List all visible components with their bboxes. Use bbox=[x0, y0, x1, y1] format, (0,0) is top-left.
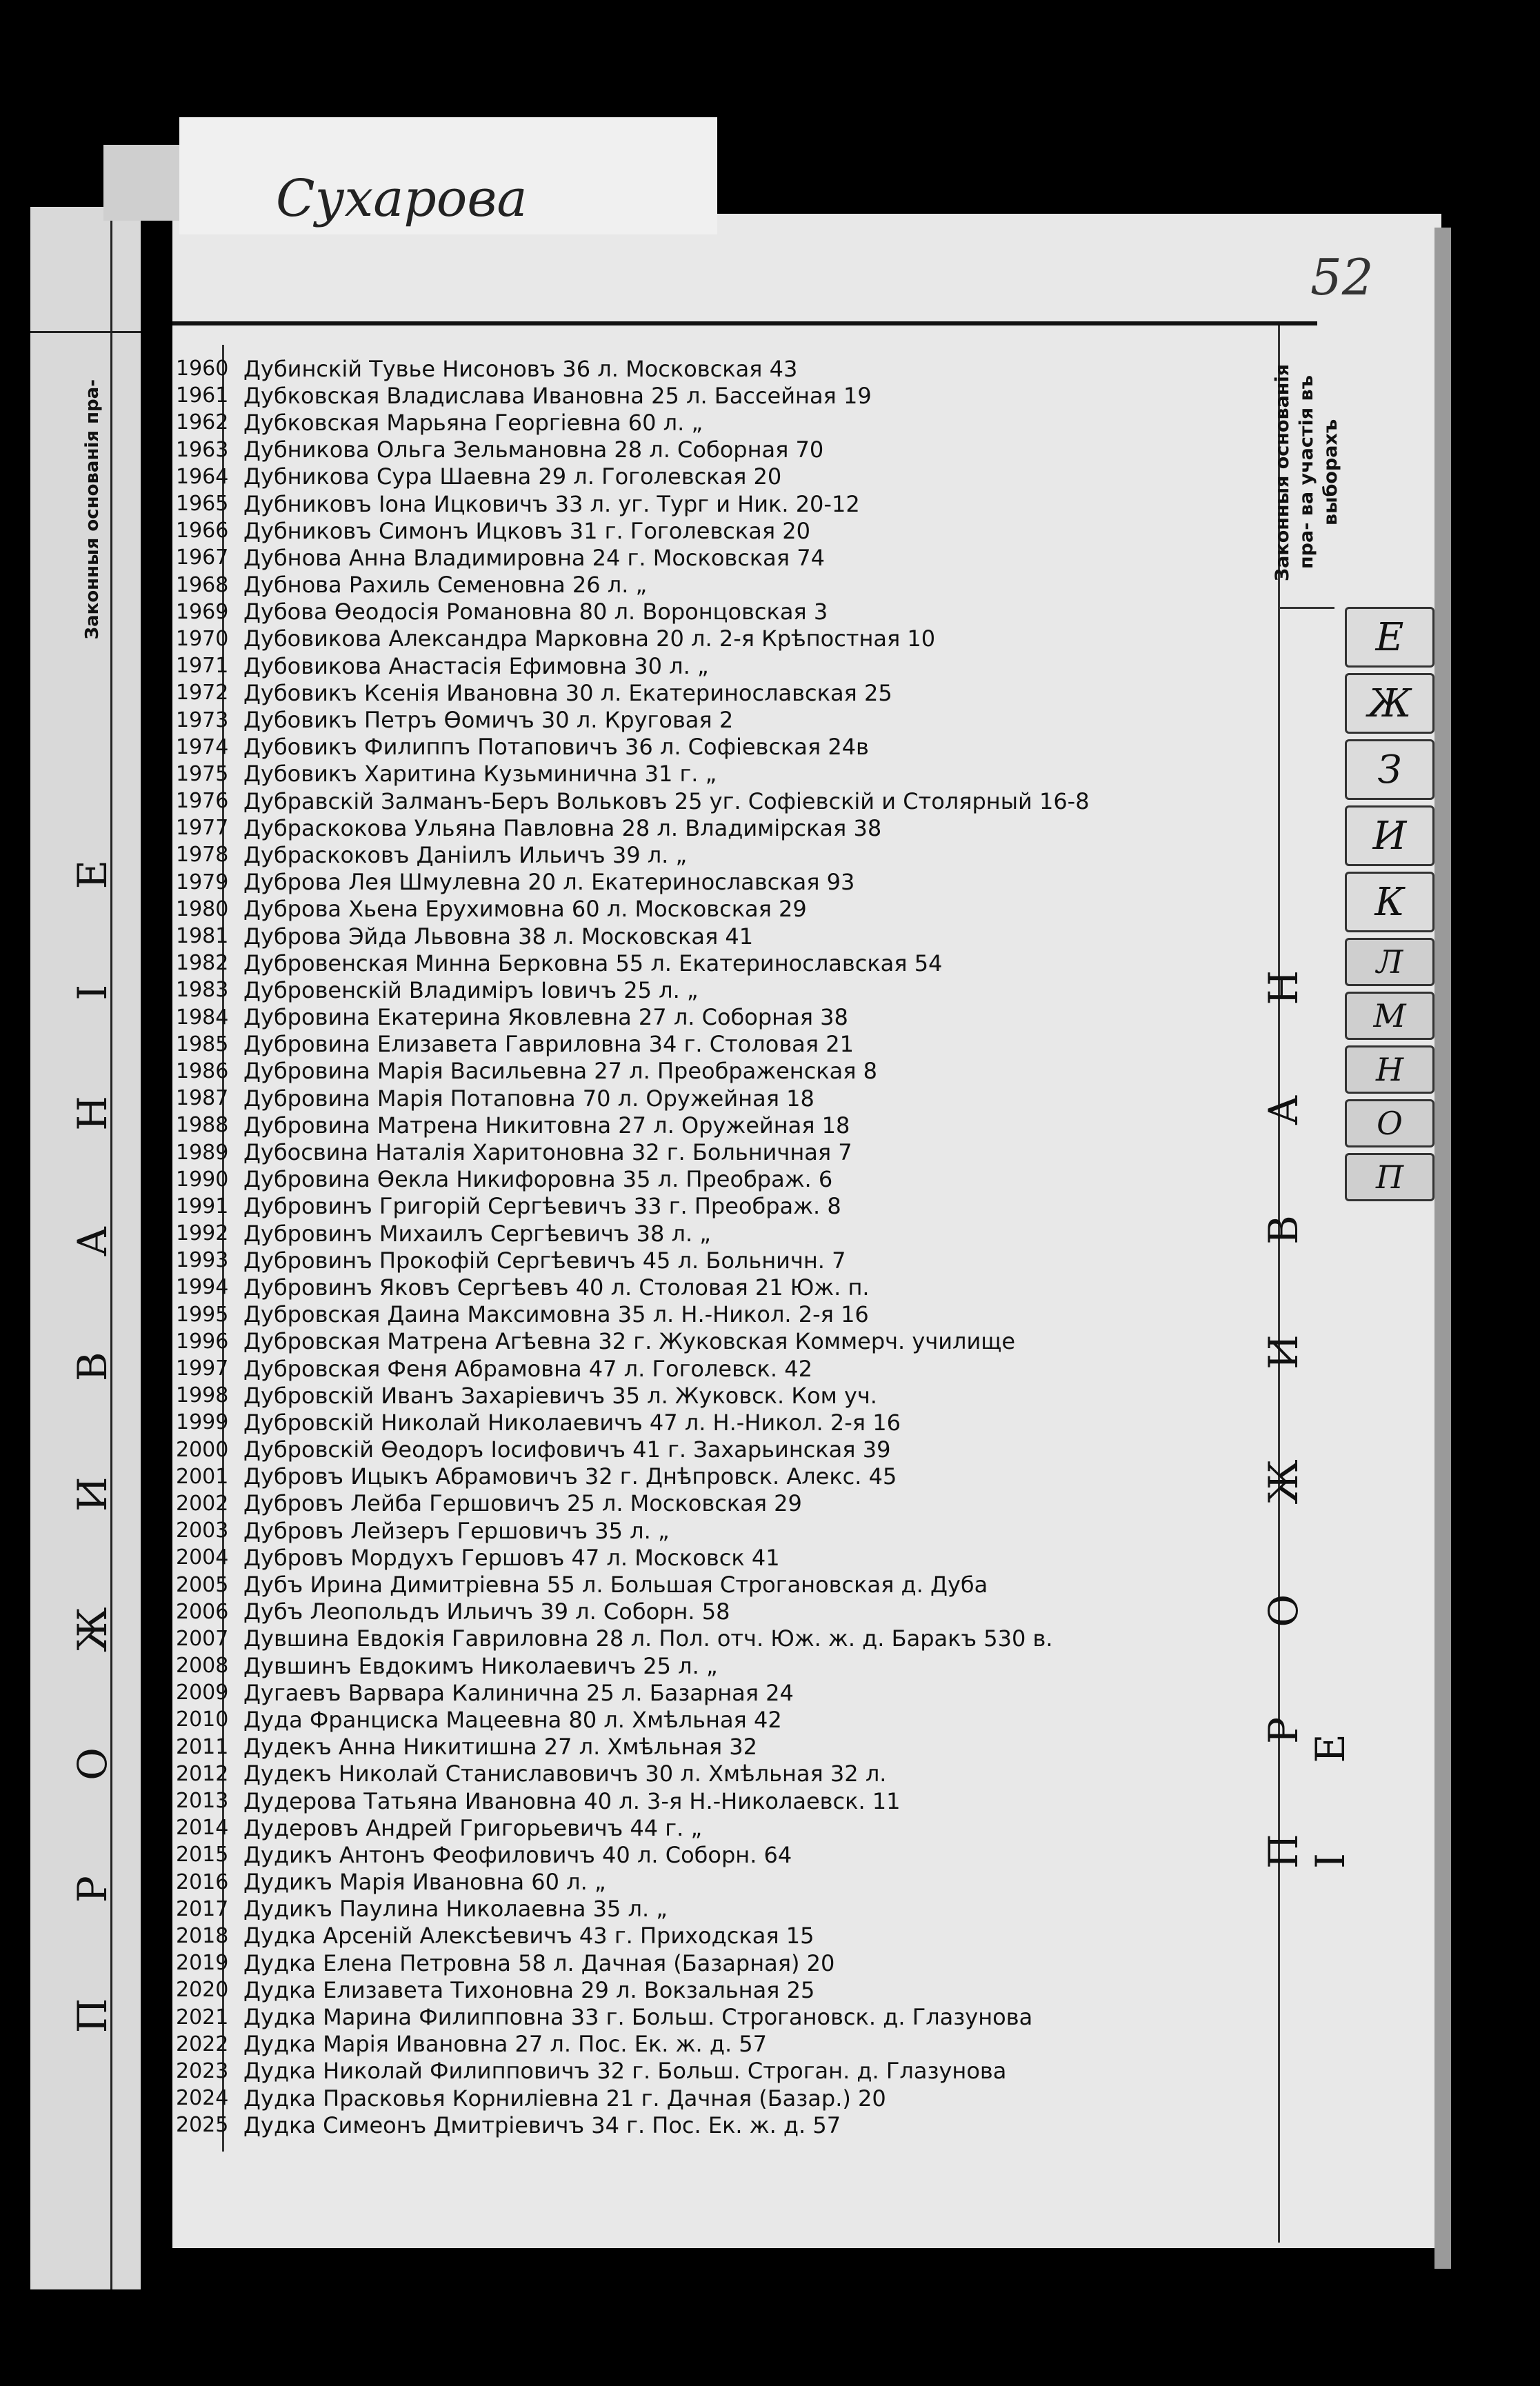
entry-text: Дубровина Марія Васильевна 27 л. Преображенская 8 bbox=[243, 1058, 878, 1085]
entries-list bbox=[176, 355, 1272, 2138]
list-item bbox=[176, 896, 1272, 923]
list-item bbox=[176, 1085, 1272, 1112]
entry-text: Дуброва Эйда Львовна 38 л. Московская 41 bbox=[243, 923, 754, 950]
entry-text: Дубникова Ольга Зельмановна 28 л. Соборная 70 bbox=[243, 437, 824, 463]
list-item bbox=[176, 1004, 1272, 1031]
entry-text: Дубосвина Наталія Харитоновна 32 г. Больничная 7 bbox=[243, 1139, 852, 1166]
entry-text: Дудикъ Антонъ Феофиловичъ 40 л. Соборн. 64 bbox=[243, 1841, 792, 1868]
entry-text: Дубнова Рахиль Семеновна 26 л. „ bbox=[243, 572, 648, 599]
entry-number: 2018 bbox=[176, 1923, 229, 1948]
list-item bbox=[176, 517, 1272, 544]
entry-text: Дубровина Өекла Никифоровна 35 л. Преображ. 6 bbox=[243, 1166, 833, 1193]
entry-number: 2006 bbox=[176, 1599, 229, 1624]
entry-number: 1980 bbox=[176, 896, 229, 921]
entry-text: Дугаевъ Варвара Калинична 25 л. Базарная 24 bbox=[243, 1679, 794, 1706]
list-item bbox=[176, 652, 1272, 679]
list-item bbox=[176, 2031, 1272, 2058]
entry-number: 2003 bbox=[176, 1518, 229, 1543]
list-item bbox=[176, 572, 1272, 599]
entry-number: 2005 bbox=[176, 1572, 229, 1597]
list-item bbox=[176, 1409, 1272, 1436]
entry-text: Дубровина Елизавета Гавриловна 34 г. Столовая 21 bbox=[243, 1031, 854, 1058]
list-item bbox=[176, 1112, 1272, 1139]
list-item bbox=[176, 1923, 1272, 1949]
list-item bbox=[176, 1679, 1272, 1706]
entry-text: Дудикъ Паулина Николаевна 35 л. „ bbox=[243, 1896, 668, 1923]
entry-number: 1963 bbox=[176, 437, 229, 462]
entry-number: 2000 bbox=[176, 1437, 229, 1462]
entry-text: Дубровская Матрена Агѣевна 32 г. Жуковская Коммерч. училище bbox=[243, 1328, 1016, 1355]
index-tab[interactable]: Е bbox=[1345, 607, 1434, 668]
list-item bbox=[176, 1841, 1272, 1868]
entry-number: 2024 bbox=[176, 2086, 229, 2111]
list-item bbox=[176, 788, 1272, 814]
entry-number: 1966 bbox=[176, 519, 229, 543]
entry-text: Дубинскій Тувье Нисоновъ 36 л. Московская 43 bbox=[243, 355, 798, 382]
list-item bbox=[176, 1247, 1272, 1274]
index-tab[interactable]: П bbox=[1345, 1153, 1434, 1201]
entry-text: Дубровскій Николай Николаевичъ 47 л. Н.-Никол. 2-я 16 bbox=[243, 1409, 901, 1436]
index-tab[interactable]: Ж bbox=[1345, 673, 1434, 734]
list-item bbox=[176, 1571, 1272, 1598]
right-header-rule bbox=[1279, 607, 1334, 609]
entry-number: 1976 bbox=[176, 789, 229, 814]
entry-number: 1979 bbox=[176, 870, 229, 894]
slip-handwriting: Сухарова bbox=[276, 169, 528, 228]
list-item bbox=[176, 841, 1272, 868]
list-item bbox=[176, 1896, 1272, 1923]
entry-number: 1999 bbox=[176, 1410, 229, 1435]
list-item bbox=[176, 706, 1272, 733]
entry-text: Дуброва Лея Шмулевна 20 л. Екатеринославская 93 bbox=[243, 869, 855, 896]
list-item bbox=[176, 1814, 1272, 1841]
entry-number: 1965 bbox=[176, 492, 229, 517]
entry-text: Дубровенскій Владиміръ Іовичъ 25 л. „ bbox=[243, 976, 699, 1003]
entry-number: 2023 bbox=[176, 2058, 229, 2083]
list-item bbox=[176, 409, 1272, 436]
entry-number: 1981 bbox=[176, 924, 229, 949]
list-item bbox=[176, 679, 1272, 706]
list-item bbox=[176, 869, 1272, 896]
entry-text: Дубровина Екатерина Яковлевна 27 л. Соборная 38 bbox=[243, 1004, 848, 1031]
left-legal-header: Законныя основанія пра- bbox=[82, 379, 103, 640]
entry-text: Дудка Прасковья Корниліевна 21 г. Дачная (Базар.) 20 bbox=[243, 2085, 886, 2112]
entry-text: Дубровскій Иванъ Захаріевичъ 35 л. Жуковск. Ком уч. bbox=[243, 1382, 877, 1409]
list-item bbox=[176, 1058, 1272, 1085]
entry-number: 1971 bbox=[176, 654, 229, 679]
entry-text: Дубъ Ирина Димитріевна 55 л. Большая Строгановская д. Дуба bbox=[243, 1572, 988, 1598]
entry-text: Дубовикова Анастасія Ефимовна 30 л. „ bbox=[243, 652, 709, 679]
list-item bbox=[176, 437, 1272, 463]
list-item bbox=[176, 1787, 1272, 1814]
entry-text: Дубова Өеодосія Романовна 80 л. Воронцовская 3 bbox=[243, 599, 828, 625]
right-legal-header-box bbox=[1272, 338, 1342, 607]
entry-number: 2015 bbox=[176, 1843, 229, 1867]
entry-text: Дудеровъ Андрей Григорьевичъ 44 г. „ bbox=[243, 1814, 703, 1841]
list-item bbox=[176, 355, 1272, 382]
list-item bbox=[176, 382, 1272, 409]
entry-number: 1978 bbox=[176, 843, 229, 868]
entry-number: 2008 bbox=[176, 1654, 229, 1678]
list-item bbox=[176, 1490, 1272, 1517]
list-item bbox=[176, 734, 1272, 761]
list-item bbox=[176, 2058, 1272, 2085]
list-item bbox=[176, 599, 1272, 625]
entry-text: Дубовикъ Харитина Кузьминична 31 г. „ bbox=[243, 761, 717, 788]
entry-text: Дубровинъ Яковъ Сергѣевъ 40 л. Столовая 21 Юж. п. bbox=[243, 1274, 870, 1301]
entry-number: 1983 bbox=[176, 978, 229, 1003]
left-residence-header: П Р О Ж И В А Н І Е bbox=[69, 819, 116, 2034]
entry-text: Дубъ Леопольдъ Ильичъ 39 л. Соборн. 58 bbox=[243, 1598, 730, 1625]
list-item bbox=[176, 1166, 1272, 1193]
list-item bbox=[176, 1139, 1272, 1165]
list-item bbox=[176, 1517, 1272, 1544]
entry-text: Дубнова Анна Владимировна 24 г. Московская 74 bbox=[243, 544, 825, 571]
list-item bbox=[176, 1274, 1272, 1301]
entry-text: Дубровская Феня Абрамовна 47 л. Гоголевск. 42 bbox=[243, 1355, 812, 1382]
list-item bbox=[176, 625, 1272, 652]
entry-number: 1960 bbox=[176, 357, 229, 381]
list-item bbox=[176, 1949, 1272, 1976]
entry-number: 1990 bbox=[176, 1167, 229, 1192]
list-item bbox=[176, 1382, 1272, 1409]
entry-number: 2017 bbox=[176, 1896, 229, 1921]
list-item bbox=[176, 1734, 1272, 1761]
index-tab[interactable]: Л bbox=[1345, 938, 1434, 986]
entry-number: 1988 bbox=[176, 1113, 229, 1138]
entry-number: 1962 bbox=[176, 410, 229, 435]
entry-text: Дувшина Евдокія Гавриловна 28 л. Пол. отч. Юж. ж. д. Баракъ 530 в. bbox=[243, 1625, 1053, 1652]
list-item bbox=[176, 463, 1272, 490]
left-page-strip bbox=[30, 207, 141, 2289]
list-item bbox=[176, 1706, 1272, 1733]
list-item bbox=[176, 1976, 1272, 2003]
entry-number: 2016 bbox=[176, 1869, 229, 1894]
entry-number: 1984 bbox=[176, 1005, 229, 1030]
entry-number: 2001 bbox=[176, 1464, 229, 1489]
entry-text: Дудка Марина Филипповна 33 г. Больш. Строгановск. д. Глазунова bbox=[243, 2004, 1033, 2031]
entry-text: Дубровскій Өеодоръ Іосифовичъ 41 г. Захарьинская 39 bbox=[243, 1436, 891, 1463]
entry-text: Дудка Марія Ивановна 27 л. Пос. Ек. ж. д. 57 bbox=[243, 2031, 767, 2058]
entry-text: Дудка Елена Петровна 58 л. Дачная (Базарная) 20 bbox=[243, 1949, 835, 1976]
entry-text: Дубровская Даина Максимовна 35 л. Н.-Никол. 2-я 16 bbox=[243, 1301, 869, 1328]
entry-number: 2010 bbox=[176, 1707, 229, 1732]
entry-text: Дудерова Татьяна Ивановна 40 л. 3-я Н.-Николаевск. 11 bbox=[243, 1787, 901, 1814]
entry-text: Дубровина Марія Потаповна 70 л. Оружейная 18 bbox=[243, 1085, 814, 1112]
entry-number: 2011 bbox=[176, 1734, 229, 1759]
entry-text: Дубникова Сура Шаевна 29 л. Гоголевская 20 bbox=[243, 463, 782, 490]
page-number: 52 bbox=[1310, 248, 1374, 306]
entry-text: Дубниковъ Симонъ Ицковъ 31 г. Гоголевская 20 bbox=[243, 517, 810, 544]
list-item bbox=[176, 2003, 1272, 2030]
entry-text: Дубковская Владислава Ивановна 25 л. Бассейная 19 bbox=[243, 382, 872, 409]
entry-text: Дубровина Матрена Никитовна 27 л. Оружейная 18 bbox=[243, 1112, 850, 1139]
entry-text: Дудка Симеонъ Дмитріевичъ 34 г. Пос. Ек. ж. д. 57 bbox=[243, 2112, 841, 2138]
list-item bbox=[176, 1652, 1272, 1679]
list-item bbox=[176, 976, 1272, 1003]
list-item bbox=[176, 2112, 1272, 2138]
entry-number: 1973 bbox=[176, 708, 229, 732]
right-residence-header-box bbox=[1260, 869, 1354, 1869]
entry-number: 1995 bbox=[176, 1302, 229, 1327]
entry-number: 2012 bbox=[176, 1761, 229, 1786]
entry-text: Дудекъ Николай Станиславовичъ 30 л. Хмѣльная 32 л. bbox=[243, 1761, 887, 1787]
entry-text: Дубровъ Лейзеръ Гершовичъ 35 л. „ bbox=[243, 1517, 670, 1544]
entry-text: Дудка Арсеній Алексѣевичъ 43 г. Приходская 15 bbox=[243, 1923, 814, 1949]
list-item bbox=[176, 1220, 1272, 1247]
entry-text: Дубровъ Ицыкъ Абрамовичъ 32 г. Днѣпровск. Алекс. 45 bbox=[243, 1463, 897, 1490]
entry-number: 1992 bbox=[176, 1221, 229, 1246]
entry-number: 1972 bbox=[176, 681, 229, 705]
entry-number: 1970 bbox=[176, 626, 229, 651]
list-item bbox=[176, 1031, 1272, 1058]
list-item bbox=[176, 1544, 1272, 1571]
entry-text: Дубковская Марьяна Георгіевна 60 л. „ bbox=[243, 409, 703, 436]
list-item bbox=[176, 1869, 1272, 1896]
entry-text: Дубовикова Александра Марковна 20 л. 2-я Крѣпостная 10 bbox=[243, 625, 936, 652]
right-legal-header: Законныя основанія пра- ва участія въ выборахъ bbox=[1272, 363, 1342, 581]
entry-text: Дувшинъ Евдокимъ Николаевичъ 25 л. „ bbox=[243, 1652, 718, 1679]
entry-number: 2020 bbox=[176, 1978, 229, 2003]
list-item bbox=[176, 1625, 1272, 1652]
entry-text: Дубраскокова Ульяна Павловна 28 л. Владимірская 38 bbox=[243, 814, 882, 841]
entry-text: Дубровинъ Григорій Сергѣевичъ 33 г. Преображ. 8 bbox=[243, 1193, 841, 1220]
entry-number: 1977 bbox=[176, 816, 229, 841]
list-item bbox=[176, 950, 1272, 976]
entry-text: Дубовикъ Филиппъ Потаповичъ 36 л. Софіевская 24в bbox=[243, 734, 869, 761]
right-residence-header: П Р О Ж И В А Н І Е bbox=[1260, 931, 1354, 1869]
entry-number: 1975 bbox=[176, 761, 229, 786]
entry-number: 1974 bbox=[176, 734, 229, 759]
entry-text: Дубровъ Лейба Гершовичъ 25 л. Московская 29 bbox=[243, 1490, 802, 1517]
pasted-slip bbox=[179, 117, 717, 234]
entry-text: Дуброва Хьена Ерухимовна 60 л. Московская 29 bbox=[243, 896, 807, 923]
entry-number: 1996 bbox=[176, 1329, 229, 1354]
entry-number: 1987 bbox=[176, 1086, 229, 1111]
entry-number: 1961 bbox=[176, 383, 229, 408]
entry-text: Дубравскій Залманъ-Беръ Вольковъ 25 уг. Софіевскій и Столярный 16-8 bbox=[243, 788, 1090, 814]
entry-number: 1994 bbox=[176, 1275, 229, 1300]
entry-text: Дубраскоковъ Даніилъ Ильичъ 39 л. „ bbox=[243, 841, 688, 868]
entry-number: 1967 bbox=[176, 545, 229, 570]
entry-text: Дубовикъ Ксенія Ивановна 30 л. Екатеринославская 25 bbox=[243, 679, 892, 706]
entry-number: 2022 bbox=[176, 2032, 229, 2056]
list-item bbox=[176, 1301, 1272, 1328]
list-item bbox=[176, 1761, 1272, 1787]
entry-text: Дудикъ Марія Ивановна 60 л. „ bbox=[243, 1869, 606, 1896]
entry-text: Дубровъ Мордухъ Гершовъ 47 л. Московск 41 bbox=[243, 1544, 780, 1571]
list-item bbox=[176, 544, 1272, 571]
list-item bbox=[176, 814, 1272, 841]
entry-text: Дубровенская Минна Берковна 55 л. Екатеринославская 54 bbox=[243, 950, 943, 976]
entry-number: 2014 bbox=[176, 1816, 229, 1841]
entry-text: Дудка Николай Филипповичъ 32 г. Больш. Строган. д. Глазунова bbox=[243, 2058, 1007, 2085]
index-tab[interactable]: З bbox=[1345, 739, 1434, 800]
list-item bbox=[176, 1193, 1272, 1220]
list-item bbox=[176, 1436, 1272, 1463]
index-tab[interactable]: М bbox=[1345, 992, 1434, 1040]
entry-number: 1993 bbox=[176, 1248, 229, 1273]
entry-text: Дубниковъ Іона Ицковичъ 33 л. уг. Тург и Ник. 20-12 bbox=[243, 490, 860, 517]
list-item bbox=[176, 2085, 1272, 2112]
list-item bbox=[176, 761, 1272, 788]
entry-text: Дудекъ Анна Никитишна 27 л. Хмѣльная 32 bbox=[243, 1734, 758, 1761]
list-item bbox=[176, 1355, 1272, 1382]
entry-number: 2025 bbox=[176, 2113, 229, 2138]
left-column-headers bbox=[44, 207, 141, 2289]
entry-number: 1985 bbox=[176, 1032, 229, 1056]
entry-number: 1989 bbox=[176, 1140, 229, 1165]
entry-number: 1991 bbox=[176, 1194, 229, 1219]
entry-number: 2019 bbox=[176, 1951, 229, 1976]
entry-text: Дубровинъ Михаилъ Сергѣевичъ 38 л. „ bbox=[243, 1220, 711, 1247]
entry-number: 2009 bbox=[176, 1681, 229, 1705]
list-item bbox=[176, 490, 1272, 517]
list-item bbox=[176, 1598, 1272, 1625]
entry-number: 1968 bbox=[176, 572, 229, 597]
page-edge bbox=[1434, 228, 1451, 2269]
entry-number: 2021 bbox=[176, 2005, 229, 2029]
list-item bbox=[176, 1328, 1272, 1355]
list-item bbox=[176, 1463, 1272, 1490]
entry-number: 2002 bbox=[176, 1491, 229, 1516]
entry-number: 1964 bbox=[176, 464, 229, 489]
entry-number: 1986 bbox=[176, 1059, 229, 1083]
entry-number: 1997 bbox=[176, 1356, 229, 1381]
entry-number: 2013 bbox=[176, 1789, 229, 1814]
header-rule bbox=[172, 321, 1317, 325]
index-tab[interactable]: К bbox=[1345, 872, 1434, 932]
entry-number: 1982 bbox=[176, 951, 229, 976]
index-tab[interactable]: О bbox=[1345, 1099, 1434, 1147]
entry-text: Дуда Францискa Мацеевна 80 л. Хмѣльная 42 bbox=[243, 1706, 782, 1733]
index-tab[interactable]: И bbox=[1345, 805, 1434, 866]
entry-number: 2004 bbox=[176, 1545, 229, 1570]
entry-number: 2007 bbox=[176, 1626, 229, 1651]
alphabet-tabs bbox=[1345, 607, 1434, 1207]
entry-number: 1969 bbox=[176, 599, 229, 624]
entry-text: Дубовикъ Петръ Өомичъ 30 л. Круговая 2 bbox=[243, 707, 734, 734]
index-tab[interactable]: Н bbox=[1345, 1045, 1434, 1094]
entry-text: Дубровинъ Прокофій Сергѣевичъ 45 л. Больничн. 7 bbox=[243, 1247, 846, 1274]
entry-number: 1998 bbox=[176, 1383, 229, 1408]
list-item bbox=[176, 923, 1272, 950]
entry-text: Дудка Елизавета Тихоновна 29 л. Вокзальная 25 bbox=[243, 1976, 815, 2003]
